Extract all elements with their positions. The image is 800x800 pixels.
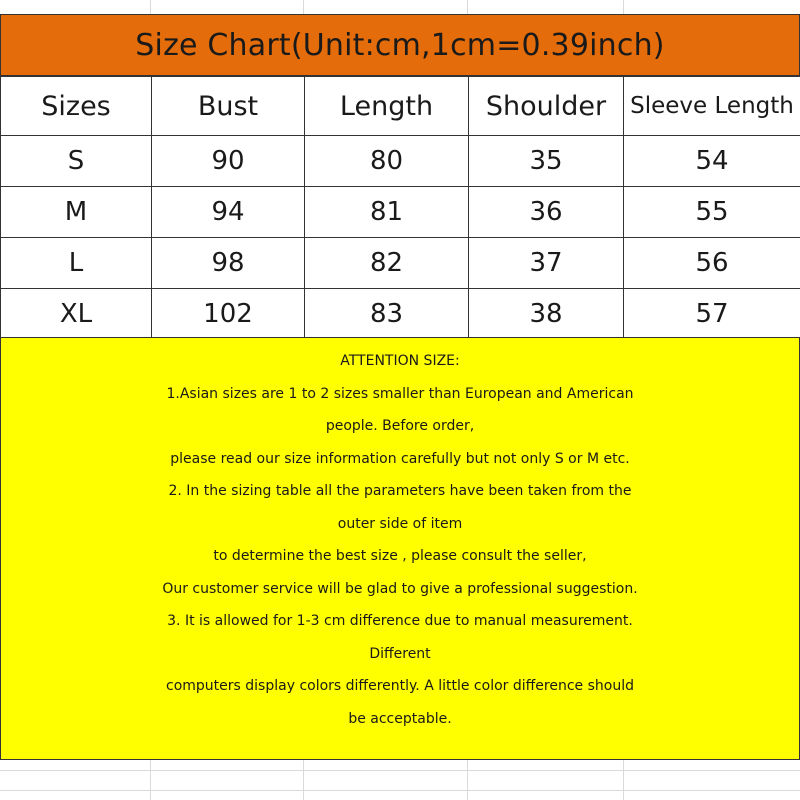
table-cell: S — [1, 136, 152, 187]
column-header-shoulder: Shoulder — [469, 77, 624, 136]
table-cell: XL — [1, 289, 152, 340]
attention-line: 3. It is allowed for 1-3 cm difference due to manual measurement. — [167, 613, 633, 629]
table-cell: 36 — [469, 187, 624, 238]
table-cell: 90 — [152, 136, 305, 187]
table-cell: 37 — [469, 238, 624, 289]
table-row — [1, 136, 800, 187]
column-header-sizes: Sizes — [1, 77, 152, 136]
column-header-sleeve-length: Sleeve Length — [624, 77, 800, 136]
attention-line: computers display colors differently. A little color difference should — [166, 678, 634, 694]
table-cell: M — [1, 187, 152, 238]
table-cell: L — [1, 238, 152, 289]
column-header-length: Length — [305, 77, 469, 136]
attention-line: to determine the best size , please consult the seller, — [213, 548, 587, 564]
table-cell: 98 — [152, 238, 305, 289]
table-cell: 56 — [624, 238, 800, 289]
table-row — [1, 289, 800, 340]
size-table — [0, 76, 800, 340]
table-header-row — [1, 77, 800, 136]
table-cell: 54 — [624, 136, 800, 187]
attention-line: Our customer service will be glad to give a professional suggestion. — [162, 580, 638, 597]
attention-line: 2. In the sizing table all the parameters have been taken from the — [168, 483, 632, 499]
table-cell: 102 — [152, 289, 305, 340]
table-cell: 82 — [305, 238, 469, 289]
table-cell: 83 — [305, 289, 469, 340]
attention-line: 1.Asian sizes are 1 to 2 sizes smaller than European and American — [166, 385, 634, 402]
column-header-bust: Bust — [152, 77, 305, 136]
table-cell: 80 — [305, 136, 469, 187]
attention-line: Different — [369, 645, 431, 662]
size-chart-title: Size Chart(Unit:cm,1cm=0.39inch) — [0, 14, 800, 76]
table-cell: 57 — [624, 289, 800, 340]
table-cell: 55 — [624, 187, 800, 238]
table-cell: 81 — [305, 187, 469, 238]
attention-heading: ATTENTION SIZE: — [340, 353, 460, 369]
table-row — [1, 238, 800, 289]
table-cell: 38 — [469, 289, 624, 340]
table-row — [1, 187, 800, 238]
table-cell: 35 — [469, 136, 624, 187]
attention-line: please read our size information carefully but not only S or M etc. — [170, 450, 630, 467]
attention-line: people. Before order, — [325, 418, 475, 434]
attention-line: outer side of item — [337, 515, 463, 532]
attention-line: be acceptable. — [348, 710, 452, 727]
attention-notice — [0, 337, 800, 760]
size-chart — [0, 14, 800, 340]
table-cell: 94 — [152, 187, 305, 238]
